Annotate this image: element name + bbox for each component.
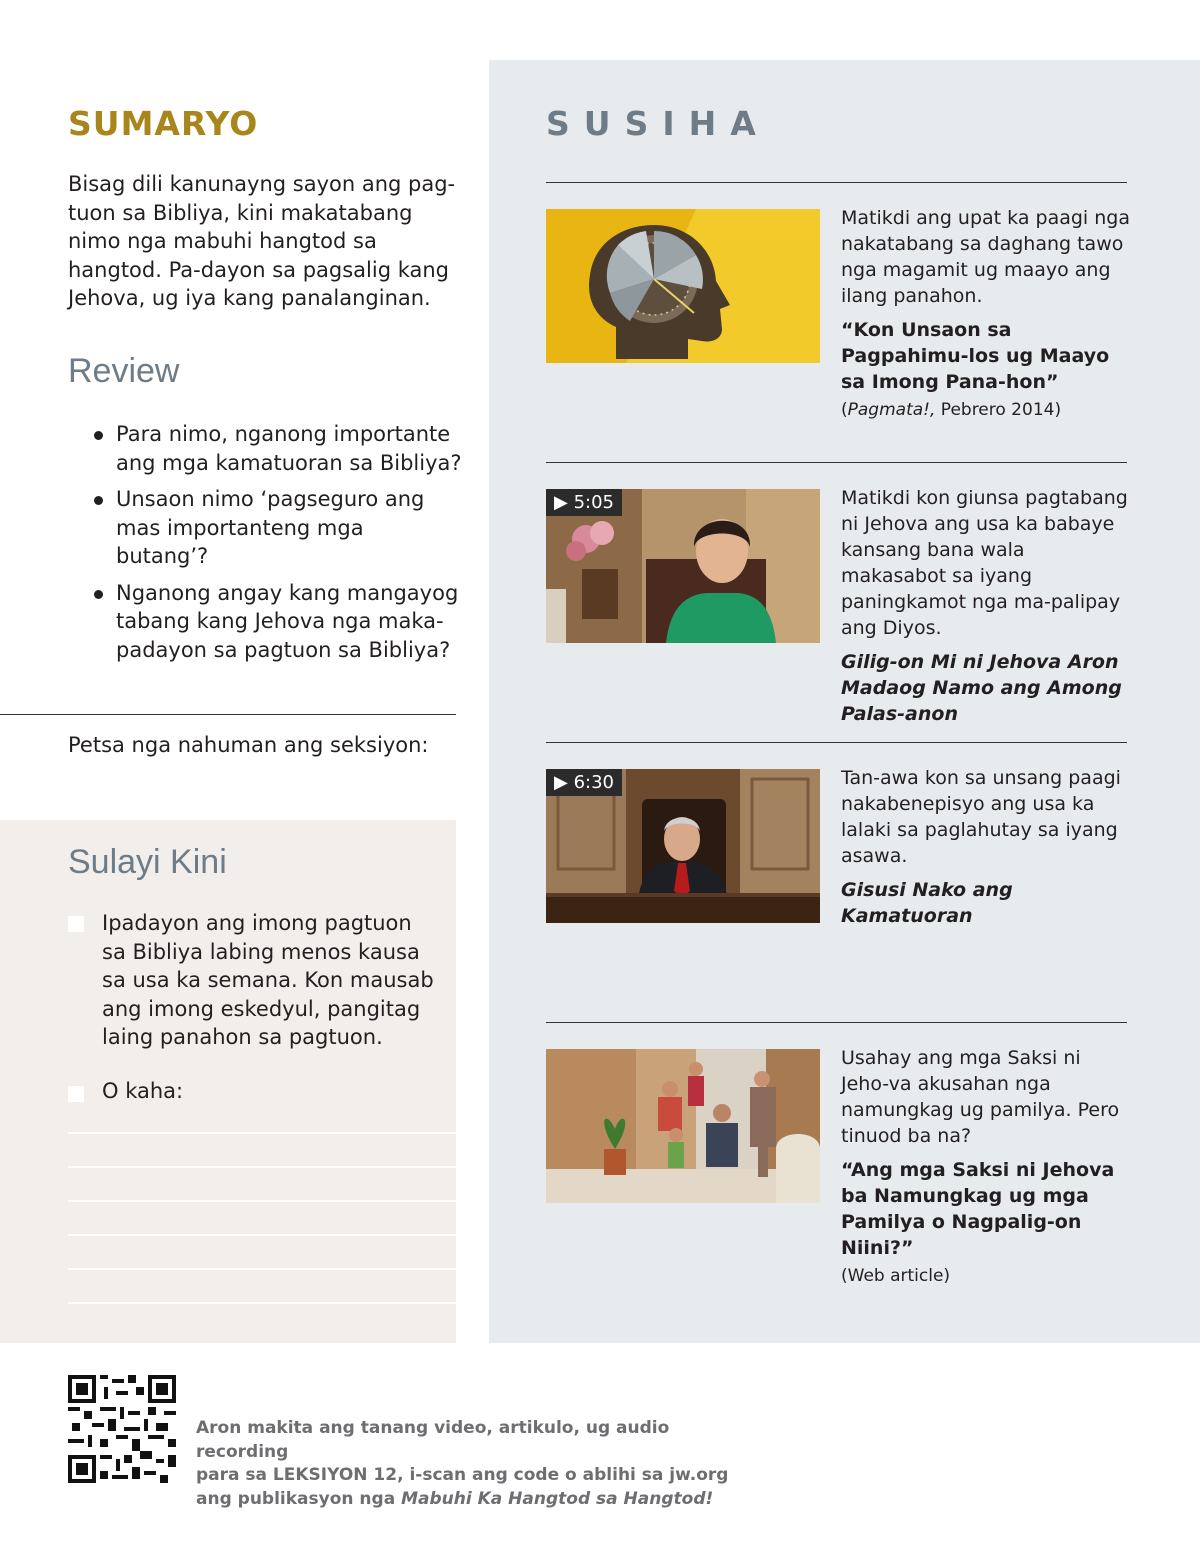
- entry-divider: [546, 1022, 1127, 1023]
- explore-entry: [841, 765, 1131, 929]
- review-title: Review: [68, 352, 180, 390]
- explore-entry: [841, 485, 1131, 727]
- try-this-panel: [0, 820, 456, 1343]
- write-in-line[interactable]: [68, 1200, 456, 1202]
- explore-entry: [841, 205, 1131, 423]
- explore-entry: [841, 1045, 1131, 1289]
- alternative-checkbox[interactable]: [68, 1086, 84, 1102]
- write-in-line[interactable]: [68, 1268, 456, 1270]
- family-article-thumbnail[interactable]: [546, 1049, 820, 1203]
- footer-note: [196, 1417, 756, 1511]
- video-duration-badge: ▶ 5:05: [546, 489, 622, 516]
- footer-line-prefix: ang publikasyon nga: [196, 1488, 402, 1509]
- footer-line: para sa LEKSIYON 12, i-scan ang code o ablihi sa jw.org: [196, 1465, 729, 1485]
- entry-divider: [546, 462, 1127, 463]
- summary-text: Bisag dili kanunayng sayon ang pag-tuon sa Bibliya, kini makatabang nimo nga mabuhi hangtod sa hangtod. Pa-dayon sa pagsalig kang Jehova, ug iya kang panalanginan.: [68, 172, 456, 310]
- try-this-title: Sulayi Kini: [68, 843, 227, 881]
- write-in-line[interactable]: [68, 1132, 456, 1134]
- publication-title: Mabuhi Ka Hangtod sa Hangtod!: [401, 1488, 714, 1509]
- entry-source-date: Pebrero 2014): [935, 400, 1062, 420]
- entry-note: (Web article): [841, 1266, 951, 1286]
- qr-code[interactable]: [68, 1375, 176, 1483]
- footer-line: [196, 1488, 756, 1512]
- section-divider: [0, 714, 456, 715]
- entry-title: “Kon Unsaon sa Pagpahimu-los ug Maayo sa Imong Pana-hon”: [841, 319, 1110, 393]
- entry-link[interactable]: [841, 317, 1131, 423]
- entry-link[interactable]: Gilig-on Mi ni Jehova Aron Madaog Namo ang Among Palas-anon: [841, 651, 1122, 725]
- review-item: Para nimo, nganong importante ang mga kamatuoran sa Bibliya?: [92, 420, 462, 477]
- entry-divider: [546, 182, 1127, 183]
- entry-description: Usahay ang mga Saksi ni Jeho-va akusahan nga namungkag ug pamilya. Pero tinuod ba na?: [841, 1047, 1120, 1147]
- entry-description: Tan-awa kon sa unsang paagi nakabenepisyo ang usa ka lalaki sa paglahutay sa iyang asawa.: [841, 767, 1121, 867]
- entry-source-publication: Pagmata!,: [847, 400, 936, 420]
- option-checkbox[interactable]: [68, 916, 84, 932]
- alternative-label: O kaha:: [102, 1079, 184, 1103]
- entry-description: Matikdi ang upat ka paagi nga nakatabang sa daghang tawo nga magamit ug maayo ang ilang panahon.: [841, 207, 1130, 307]
- entry-link[interactable]: Gisusi Nako ang Kamatuoran: [841, 879, 1013, 927]
- entry-link[interactable]: “Ang mga Saksi ni Jehova ba Namungkag ug mga Pamilya o Nagpalig-on Niini?”: [841, 1159, 1115, 1259]
- video-thumbnail-man[interactable]: [546, 769, 820, 923]
- video-duration-badge: ▶ 6:30: [546, 769, 622, 796]
- review-list: [92, 420, 462, 672]
- footer-line: Aron makita ang tanang video, artikulo, ug audio recording: [196, 1418, 670, 1462]
- write-in-line[interactable]: [68, 1166, 456, 1168]
- explore-title: SUSIHA: [546, 104, 770, 143]
- video-thumbnail-woman[interactable]: [546, 489, 820, 643]
- completion-date-label: Petsa nga nahuman ang seksiyon:: [68, 733, 429, 757]
- write-in-line[interactable]: [68, 1234, 456, 1236]
- entry-source-open: (: [841, 400, 848, 420]
- write-in-line[interactable]: [68, 1302, 456, 1304]
- try-this-option-text: Ipadayon ang imong pagtuon sa Bibliya labing menos kausa sa usa ka semana. Kon mausab ang imong eskedyul, pangitag laing panahon sa pagtuon.: [102, 911, 434, 1049]
- summary-title: SUMARYO: [68, 104, 259, 143]
- review-item: Unsaon nimo ‘pagseguro ang mas importanteng mga butang’?: [92, 485, 462, 571]
- review-item: Nganong angay kang mangayog tabang kang Jehova nga maka-padayon sa pagtuon sa Bibliya?: [92, 579, 462, 665]
- entry-description: Matikdi kon giunsa pagtabang ni Jehova ang usa ka babaye kansang bana wala makasabot sa iyang paningkamot nga ma-palipay ang Diyos.: [841, 487, 1128, 639]
- entry-divider: [546, 742, 1127, 743]
- time-management-article-thumbnail[interactable]: [546, 209, 820, 363]
